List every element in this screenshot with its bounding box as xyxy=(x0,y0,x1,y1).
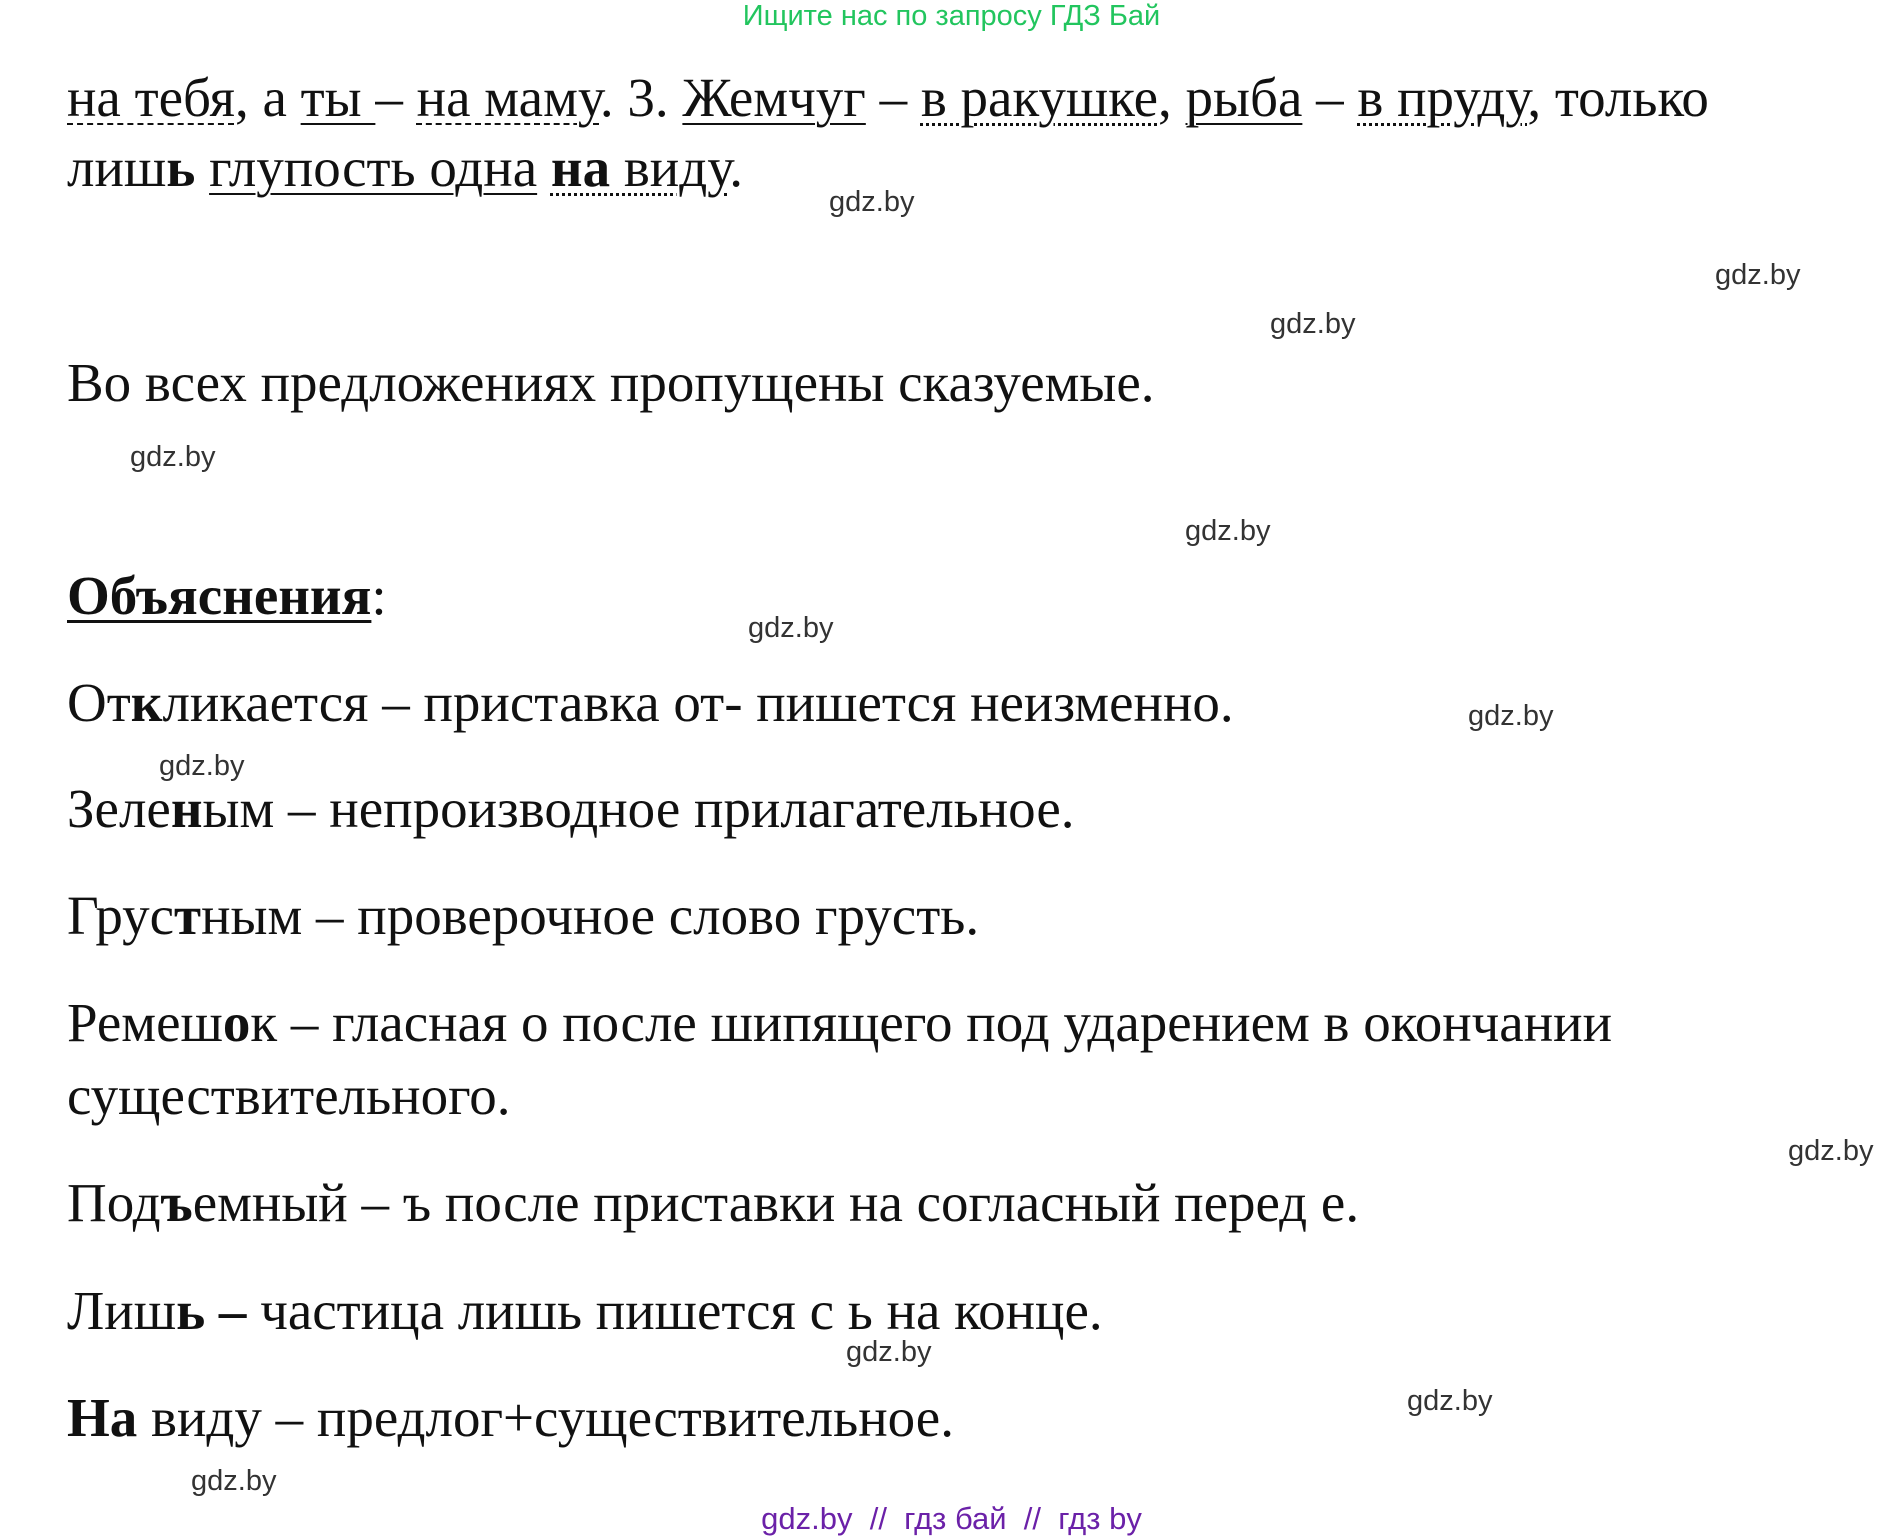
explanation-6 xyxy=(67,1280,1103,1341)
explanations-heading xyxy=(67,565,387,626)
plain-text: , xyxy=(1158,67,1186,128)
plain-text: виду – предлог+существительное. xyxy=(137,1387,954,1448)
adverbial-phrase: виду xyxy=(610,137,730,198)
dash: – xyxy=(1302,67,1358,128)
explanation-5 xyxy=(67,1172,1360,1233)
subject-phrase: глупость одна xyxy=(209,137,538,198)
plain-text xyxy=(195,137,209,198)
subject-word: рыба xyxy=(1185,67,1303,128)
plain-text: Зеле xyxy=(67,778,171,839)
watermark: gdz.by xyxy=(130,441,216,473)
plain-text: емный – ъ после приставки на согласный перед е. xyxy=(192,1172,1360,1233)
highlighted-letter: ь xyxy=(166,137,196,198)
plain-text: частица лишь пишется с ь на конце. xyxy=(246,1280,1103,1341)
plain-text: Ремеш xyxy=(67,992,223,1053)
watermark: gdz.by xyxy=(846,1336,932,1368)
highlighted-letter: ъ xyxy=(160,1172,193,1233)
watermark: gdz.by xyxy=(1468,700,1554,732)
watermark: gdz.by xyxy=(191,1465,277,1497)
watermark: gdz.by xyxy=(748,612,834,644)
watermark: gdz.by xyxy=(1185,515,1271,547)
sentence-line-1 xyxy=(67,67,1709,128)
explanation-3 xyxy=(67,885,980,946)
explanation-4 xyxy=(67,992,1612,1053)
object-phrase: на маму xyxy=(416,67,600,128)
plain-text: Под xyxy=(67,1172,161,1233)
watermark: gdz.by xyxy=(1715,259,1801,291)
explanation-7 xyxy=(67,1387,954,1448)
plain-text: Лиш xyxy=(67,1280,177,1341)
plain-text: , только xyxy=(1527,67,1709,128)
plain-text: ликается – приставка от- пишется неизменно. xyxy=(162,672,1234,733)
highlighted-letter: о xyxy=(222,992,251,1053)
top-banner: Ищите нас по запросу ГДЗ Бай xyxy=(742,0,1161,32)
plain-text: . xyxy=(729,137,743,198)
plain-text: . 3. xyxy=(599,67,683,128)
dash: – xyxy=(375,67,417,128)
watermark: gdz.by xyxy=(1270,308,1356,340)
watermark: gdz.by xyxy=(1788,1135,1874,1167)
plain-text: ным – проверочное слово грусть. xyxy=(201,885,980,946)
watermark: gdz.by xyxy=(159,750,245,782)
adverbial-phrase: в ракушке xyxy=(920,67,1159,128)
highlighted-letter: ь – xyxy=(176,1280,247,1341)
explanation-4-continued: существительного. xyxy=(67,1065,511,1126)
bottom-banner: gdz.by // гдз бай // гдз by xyxy=(761,1501,1142,1536)
subject-word: ты xyxy=(300,67,376,128)
highlighted-word: на xyxy=(550,137,611,198)
dash: – xyxy=(865,67,921,128)
highlighted-letter: к xyxy=(130,672,163,733)
plain-text: Грус xyxy=(67,885,175,946)
plain-text xyxy=(537,137,551,198)
adverbial-phrase: в пруду xyxy=(1357,67,1528,128)
statement-text: Во всех предложениях пропущены сказуемые. xyxy=(67,352,1155,413)
highlighted-letter: т xyxy=(174,885,202,946)
watermark: gdz.by xyxy=(829,186,915,218)
explanation-2 xyxy=(67,778,1075,839)
heading-label: Объяснения xyxy=(67,565,372,626)
plain-text: ым – непроизводное прилагательное. xyxy=(202,778,1075,839)
explanation-1 xyxy=(67,672,1234,733)
plain-text: к – гласная о после шипящего под ударением в окончании xyxy=(250,992,1612,1053)
object-phrase: на тебя xyxy=(67,67,235,128)
highlighted-letter: н xyxy=(170,778,203,839)
subject-word: Жемчуг xyxy=(682,67,866,128)
plain-text: От xyxy=(67,672,131,733)
sentence-line-2 xyxy=(67,137,743,198)
watermark: gdz.by xyxy=(1407,1385,1493,1417)
plain-text: , а xyxy=(234,67,301,128)
heading-colon: : xyxy=(371,565,387,626)
plain-text: лиш xyxy=(67,137,167,198)
highlighted-word: На xyxy=(67,1387,138,1448)
